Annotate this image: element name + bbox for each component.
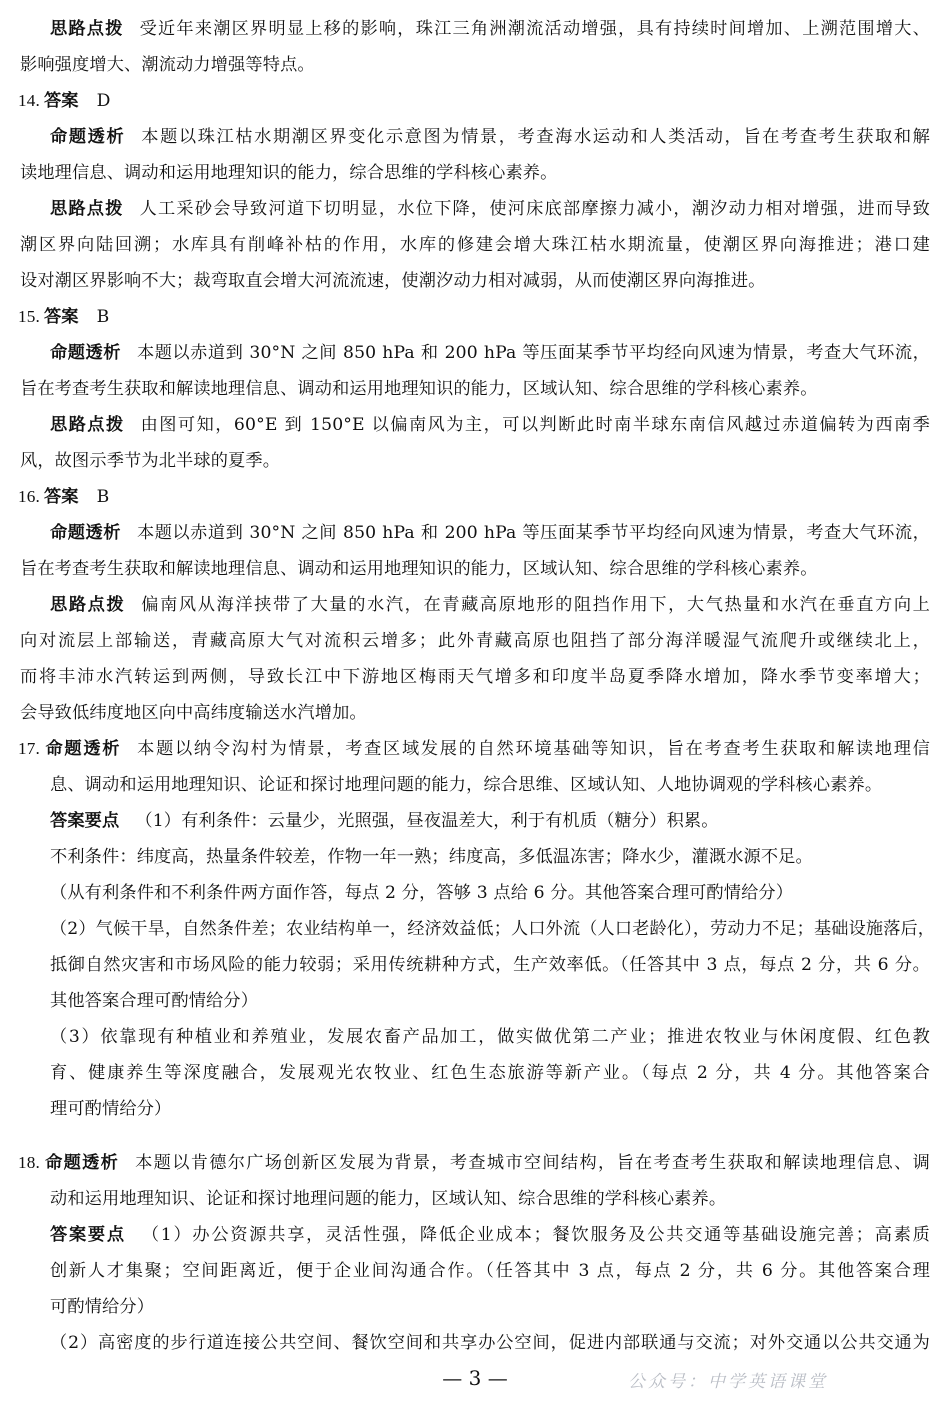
- q14-mingti-line-1: 命题透析 本题以珠江枯水期潮区界变化示意图为情景，考查海水运动和人类活动，旨在考查考生获取和解: [50, 127, 930, 147]
- q15-mingti-line-1: 命题透析 本题以赤道到 30°N 之间 850 hPa 和 200 hPa 等压面某季节平均经向风速为情景，考查大气环流，: [50, 343, 930, 363]
- q17-mingti-line-1: 17. 命题透析 本题以纳令沟村为情景，考查区域发展的自然环境基础等知识，旨在考查考生获取和解读地理信: [18, 739, 930, 759]
- q16-silu-line-2: 向对流层上部输送，青藏高原大气对流积云增多；此外青藏高原也阻挡了部分海洋暖湿气流爬升或继续北上，: [20, 631, 930, 651]
- q18-yaodian-line-1: 答案要点 （1）办公资源共享，灵活性强，降低企业成本；餐饮服务及公共交通等基础设施完善；高素质: [50, 1225, 930, 1245]
- q13-silu-line-1: 思路点拨 受近年来潮区界明显上移的影响，珠江三角洲潮流活动增强，具有持续时间增加、上溯范围增大、: [50, 19, 930, 39]
- q18-mingti-line-2: 动和运用地理知识、论证和探讨地理问题的能力，区域认知、综合思维的学科核心素养。: [50, 1189, 727, 1209]
- q17-yaodian-line-2: 不利条件：纬度高，热量条件较差，作物一年一熟；纬度高，多低温冻害；降水少，灌溉水源不足。: [50, 847, 813, 867]
- q17-mingti-line-2: 息、调动和运用地理知识、论证和探讨地理问题的能力，综合思维、区域认知、人地协调观的学科核心素养。: [50, 775, 883, 795]
- q17-yaodian-line-4: （2）气候干旱，自然条件差；农业结构单一，经济效益低；人口外流（人口老龄化），劳动力不足；基础设施落后，: [50, 919, 936, 939]
- q17-yaodian-line-6: 其他答案合理可酌情给分）: [50, 991, 259, 1011]
- watermark: 公众号：中学英语课堂: [628, 1372, 828, 1392]
- q15-mingti-line-2: 旨在考查考生获取和解读地理信息、调动和运用地理知识的能力，区域认知、综合思维的学科核心素养。: [20, 379, 818, 399]
- q17-yaodian-line-3: （从有利条件和不利条件两方面作答，每点 2 分，答够 3 点给 6 分。其他答案合理可酌情给分）: [50, 883, 794, 903]
- q18-mingti-line-1: 18. 命题透析 本题以肯德尔广场创新区发展为背景，考查城市空间结构，旨在考查考生获取和解读地理信息、调: [18, 1153, 930, 1173]
- q16-silu-line-1: 思路点拨 偏南风从海洋挟带了大量的水汽，在青藏高原地形的阻挡作用下，大气热量和水汽在垂直方向上: [50, 595, 930, 615]
- q14-mingti-line-2: 读地理信息、调动和运用地理知识的能力，综合思维的学科核心素养。: [20, 163, 558, 183]
- q16-silu-line-3: 而将丰沛水汽转运到两侧，导致长江中下游地区梅雨天气增多和印度半岛夏季降水增加，降水季节变率增大；: [20, 667, 930, 687]
- q17-yaodian-line-8: 育、健康养生等深度融合，发展观光农牧业、红色生态旅游等新产业。（每点 2 分，共 4 分。其他答案合: [50, 1063, 930, 1083]
- q15-silu-line-2: 风，故图示季节为北半球的夏季。: [20, 451, 281, 471]
- q18-yaodian-line-3: 可酌情给分）: [50, 1297, 155, 1317]
- q17-yaodian-line-9: 理可酌情给分）: [50, 1099, 172, 1119]
- q18-yaodian-line-2: 创新人才集聚；空间距离近，便于企业间沟通合作。（任答其中 3 点，每点 2 分，共 6 分。其他答案合理: [50, 1261, 930, 1281]
- q14-silu-line-2: 潮区界向陆回溯；水库具有削峰补枯的作用，水库的修建会增大珠江枯水期流量，使潮区界向海推进；港口建: [20, 235, 930, 255]
- q14-silu-line-3: 设对潮区界影响不大；裁弯取直会增大河流流速，使潮汐动力相对减弱，从而使潮区界向海推进。: [20, 271, 766, 291]
- q16-mingti-line-1: 命题透析 本题以赤道到 30°N 之间 850 hPa 和 200 hPa 等压面某季节平均经向风速为情景，考查大气环流，: [50, 523, 930, 543]
- q16-answer-line: 16. 答案 B: [18, 487, 110, 507]
- q14-silu-line-1: 思路点拨 人工采砂会导致河道下切明显，水位下降，使河床底部摩擦力减小，潮汐动力相对增强，进而导致: [50, 199, 930, 219]
- q15-answer-line: 15. 答案 B: [18, 307, 110, 327]
- q17-yaodian-line-5: 抵御自然灾害和市场风险的能力较弱；采用传统耕种方式，生产效率低。（任答其中 3 点，每点 2 分，共 6 分。: [50, 955, 930, 975]
- q16-mingti-line-2: 旨在考查考生获取和解读地理信息、调动和运用地理知识的能力，区域认知、综合思维的学科核心素养。: [20, 559, 818, 579]
- q15-silu-line-1: 思路点拨 由图可知，60°E 到 150°E 以偏南风为主，可以判断此时南半球东南信风越过赤道偏转为西南季: [50, 415, 930, 435]
- q16-silu-line-4: 会导致低纬度地区向中高纬度输送水汽增加。: [20, 703, 367, 723]
- q14-answer-line: 14. 答案 D: [18, 91, 111, 111]
- page-number: — 3 —: [442, 1366, 508, 1390]
- q18-yaodian-line-4: （2）高密度的步行道连接公共空间、餐饮空间和共享办公空间，促进内部联通与交流；对外交通以公共交通为: [50, 1333, 930, 1353]
- q17-yaodian-line-1: 答案要点 （1）有利条件：云量少，光照强，昼夜温差大，利于有机质（糖分）积累。: [50, 811, 719, 831]
- q13-silu-line-2: 影响强度增大、潮流动力增强等特点。: [20, 55, 315, 75]
- silu-label: 思路点拨: [50, 19, 124, 39]
- q17-yaodian-line-7: （3）依靠现有种植业和养殖业，发展农畜产品加工，做实做优第二产业；推进农牧业与休闲度假、红色教: [50, 1027, 930, 1047]
